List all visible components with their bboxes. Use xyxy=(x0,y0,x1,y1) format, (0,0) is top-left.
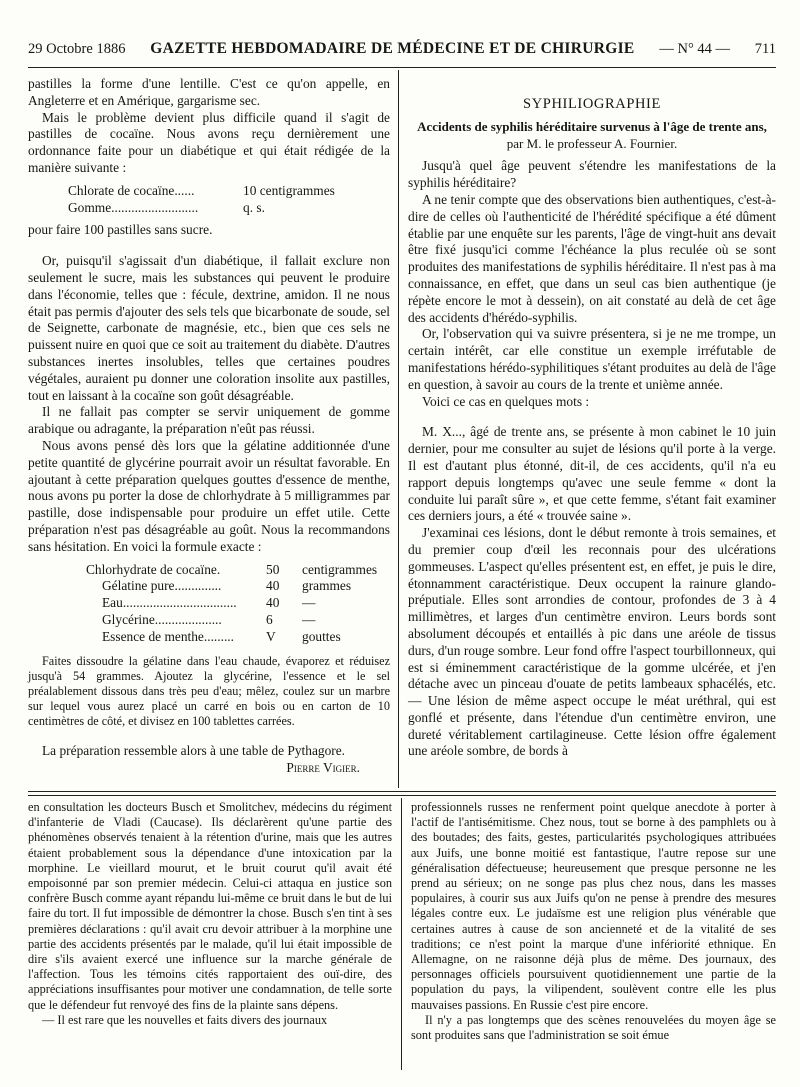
section-title: SYPHILIOGRAPHIE xyxy=(523,96,661,112)
paragraph: professionnels russes ne renferment point quelque anecdote à porter à l'actif de l'antisémitisme. Chez nous, tout se borne à des pamphlets ou à des boutades; des faits, gestes, particularités psychologiques attribuées aux Juifs, une bonne moitié est fantastique, l'autre repose sur une généralisation défectueuse; heureusement que presque personne ne les prend au sérieux; on ne songe pas plus chez nous, dans les masses populaires, à courir sus aux Juifs qu'on ne pense à prendre des mesures légales contre eux. Le judaïsme est une religion plus vénérable que certaines autres à cause de son ancienneté et de la vitalité de ses traditions; ce n'est point la marque d'une infériorité ethnique. En Allemagne, on ne raisonne déjà plus de même. Des journaux, des personnages officiels poursuivent quotidiennement une partie de la population du pays, la vilipendent, soulèvent contre elle les plus mauvaises passions. En Russie c'est pire encore. xyxy=(411,800,776,1012)
ingredient: Chlorate de cocaïne...... xyxy=(68,182,195,198)
amount: V xyxy=(266,628,276,644)
column-divider-bottom xyxy=(401,798,402,1070)
journal-title: GAZETTE HEBDOMADAIRE DE MÉDECINE ET DE CHIRURGIE xyxy=(150,40,635,57)
quantity: q. s. xyxy=(243,199,265,215)
paragraph: pastilles la forme d'une lentille. C'est ce qu'on appelle, en Angleterre et en Amérique, gargarisme sec. xyxy=(28,76,390,108)
column-top-left xyxy=(28,76,390,775)
quantity: 10 centigrammes xyxy=(243,182,335,198)
ingredient: Essence de menthe......... xyxy=(102,628,235,644)
paragraph: A ne tenir compte que des observations bien authentiques, c'est-à-dire de celles où l'authenticité de l'hérédité spécifique a été dûment établie par une enquête sur les parents, l'âge de vingt-huit ans devait être fixé jusqu'ici comme l'échéance la plus reculée où se sont produites des manifestations de syphilis héréditaire. Il n'est pas à ma connaissance, en effet, que dans un seul cas bien authentique (je répète encore le mot à dessein), on ait constaté au delà de cet âge des accidents d'hérédo-syphilis. xyxy=(408,191,776,325)
paragraph: Il ne fallait pas compter se servir uniquement de gomme arabique ou adragante, la préparation n'eût pas réussi. xyxy=(28,404,390,437)
article-author: par M. le professeur A. Fournier. xyxy=(506,135,678,151)
unit: — xyxy=(302,595,316,611)
amount: 40 xyxy=(266,595,280,611)
ingredient: Gomme.......................... xyxy=(68,199,199,215)
ingredient: Eau.................................. xyxy=(102,595,237,611)
column-divider-top xyxy=(398,70,399,788)
recipe-row xyxy=(68,200,390,217)
column-bottom-right xyxy=(411,800,776,1068)
recipe-row xyxy=(86,612,390,629)
paragraph: Voici ce cas en quelques mots : xyxy=(422,393,590,409)
paragraph: Or, l'observation qui va suivre présentera, si je ne me trompe, un certain intérêt, car elle constitue un exemple irréfutable de manifestations hérédo-syphilitiques s'étant produites au delà de l'âge en question, à savoir au cours de la trente et unième année. xyxy=(408,326,776,392)
paragraph: M. X..., âgé de trente ans, se présente à mon cabinet le 10 juin dernier, pour me consulter au sujet de lésions qu'il porte à la verge. Il est d'autant plus étonné, dit-il, de ces accidents, qu'il n'a eu rapport depuis longtemps qu'avec une seule femme « dont la conduite lui paraît sûre », et que cette femme, s'étant fait examiner ces derniers jours, a été « trouvée saine ». xyxy=(408,424,776,524)
column-bottom-left xyxy=(28,800,392,1068)
section-rule xyxy=(28,791,776,792)
unit: centigrammes xyxy=(302,561,378,577)
header-rule xyxy=(28,67,776,68)
column-top-right xyxy=(408,76,776,784)
article-subtitle xyxy=(408,119,776,153)
paragraph: — Il est rare que les nouvelles et faits divers des journaux xyxy=(42,1012,328,1027)
ingredient: Glycérine.................... xyxy=(102,611,222,627)
recipe-formula xyxy=(86,562,390,646)
paragraph: en consultation les docteurs Busch et Smolitchev, médecins du régiment d'infanterie de Vladi (Caucase). Ils déclarèrent qu'une partie des phénomènes observés tenaient à la rétention d'urine, mais que les autres étaient probablement sous la dépendance d'une intoxication par la morphine. Le vieillard mourut, et le bruit courut qu'il avait été empoisonné par son premier médecin. Celui-ci attaqua en justice son confrère Busch comme ayant répandu lui-même ce bruit dans le but de lui faire du tort. Il fut impossible de démontrer la chose. Busch s'en tint à ses premières déclarations : qu'il avait cru devoir attribuer à la morphine une partie des accidents présentés par le malade, qu'il lui était impossible de dire s'ils avaient exercé une influence sur la marche générale de l'affection. Tous les témoins cités rapportaient des ouï-dire, des appréciations insuffisantes pour motiver une condamnation, de telle sorte que le défendeur fut renvoyé des fins de la plainte sans dépens. xyxy=(28,800,392,1012)
paragraph: Or, puisqu'il s'agissait d'un diabétique, il fallait exclure non seulement le sucre, mais les substances qui peuvent le produire dans l'économie, telles que : fécule, dextrine, amidon. Il ne nous était pas permis d'ajouter des sels tels que bicarbonate de soude, sel de Seignette, carbonate de magnésie, etc., bien que ces sels ne puissent nuire en quoi que ce soit au traitement du diabète. D'autres substances inertes insolubles, telles que certaines poudres végétales, auraient pu donner une coloration insolite aux pastilles, tout en laissant à la cocaïne son goût désagréable. xyxy=(28,253,390,403)
unit: gouttes xyxy=(302,628,341,644)
paragraph: La préparation ressemble alors à une table de Pythagore. xyxy=(42,742,346,758)
paragraph: Nous avons pensé dès lors que la gélatine additionnée d'une petite quantité de glycérine pourrait avoir un résultat favorable. En ajoutant à cette préparation quelques gouttes d'essence de menthe, nous avons pu porter la dose de chlorhydrate à 5 milligrammes par pastille, dose indispensable pour produire un effet utile. Cette préparation n'est pas désagréable au goût. Nous la recommandons sans hésitation. En voici la formule exacte : xyxy=(28,437,390,554)
paragraph: Il n'y a pas longtemps que des scènes renouvelées du moyen âge se sont produites sans que l'administration se soit émue xyxy=(411,1012,776,1043)
recipe-row xyxy=(86,629,390,646)
page-header xyxy=(28,36,776,62)
recipe-row xyxy=(86,562,390,579)
ingredient: Chlorhydrate de cocaïne. xyxy=(86,561,221,577)
ingredient: Gélatine pure.............. xyxy=(102,578,222,594)
amount: 6 xyxy=(266,611,273,627)
article-heading: Accidents de syphilis héréditaire survenus à l'âge de trente ans, xyxy=(417,118,767,134)
page-number: 711 xyxy=(754,40,776,57)
unit: — xyxy=(302,611,316,627)
author-signature: Pierre Vigier. xyxy=(286,759,360,775)
paragraph: J'examinai ces lésions, dont le début remonte à trois semaines, et du premier coup d'œil les reconnais pour des ulcérations gommeuses. L'aspect qu'elles présentent est, en effet, je puis le dire, étonnamment caractéristique. Deux occupent la rainure glando-préputiale. Elles sont arrondies de contour, profondes de 3 à 4 millimètres, et larges d'un centimètre environ. Leurs bords sont absolument découpés et entaillés à pic dans une aréole de tissus durs, d'un rouge sombre. Leur fond offre l'aspect tourbillonneux, qui est si éminemment caractéristique de la gomme ulcérée, et j'en détache avec un pinceau d'ouate de petits lambeaux sphacélés, etc. — Une lésion de même aspect occupe le méat uréthral, qui est gonflé et présente, dans l'étendue d'un centimètre environ, une dureté véritablement cartilagineuse. Cette lésion offre également une aréole sombre, de bords à xyxy=(408,525,776,759)
recipe-row xyxy=(68,183,390,200)
paragraph: Jusqu'à quel âge peuvent s'étendre les manifestations de la syphilis héréditaire? xyxy=(408,158,776,191)
issue-date: 29 Octobre 1886 xyxy=(28,40,126,57)
recipe-cocaine-chlorate xyxy=(68,183,390,217)
amount: 40 xyxy=(266,578,280,594)
recipe-row xyxy=(86,578,390,595)
paragraph: Mais le problème devient plus difficile quand il s'agit de pastilles de cocaïne. Nous avons reçu dernièrement une ordonnance faite pour un diabétique et qui était rédigée de la manière suivante : xyxy=(28,109,390,175)
paragraph-small: Faites dissoudre la gélatine dans l'eau chaude, évaporez et réduisez jusqu'à 54 grammes. Ajoutez la glycérine, l'essence et le sel préalablement dissous dans très peu d'eau; mêlez, coulez sur un marbre sur lequel vous aurez placé un carré en bois ou en carton de 10 centimètres de côté, et divisez en 100 tablettes carrées. xyxy=(28,653,390,728)
paragraph: pour faire 100 pastilles sans sucre. xyxy=(28,222,213,238)
amount: 50 xyxy=(266,561,280,577)
section-rule xyxy=(28,795,776,796)
issue-number: — N° 44 — xyxy=(659,40,730,57)
recipe-row xyxy=(86,595,390,612)
unit: grammes xyxy=(302,578,352,594)
